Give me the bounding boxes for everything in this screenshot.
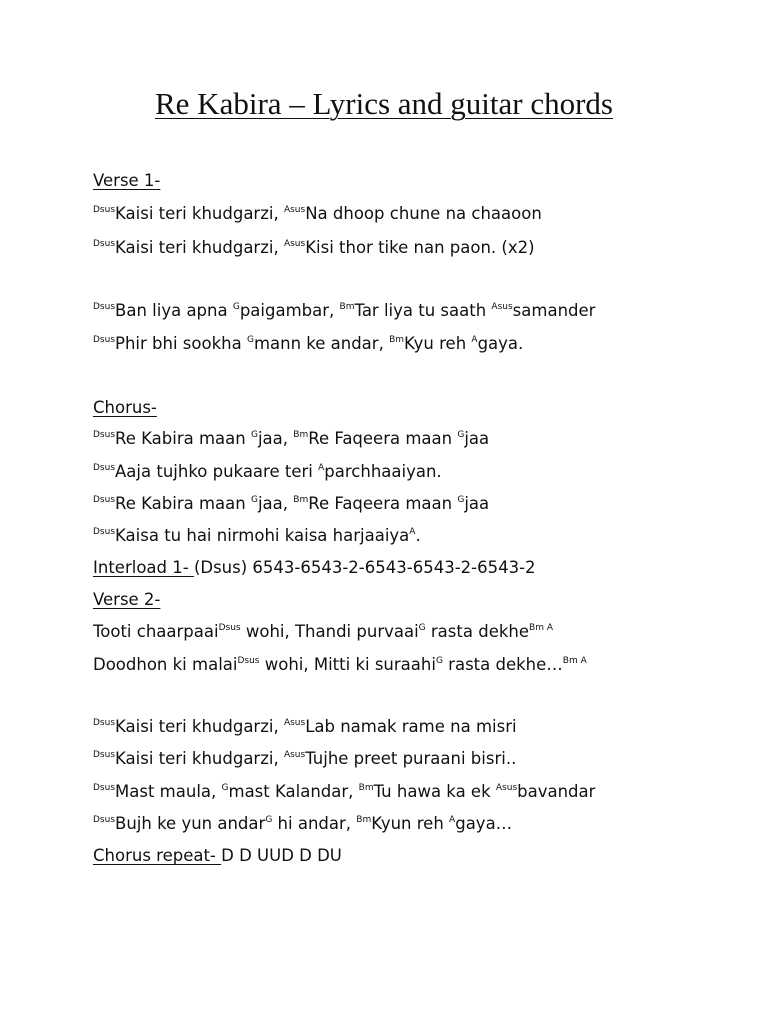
lyric-text: rasta dekhe bbox=[425, 622, 530, 641]
lyric-line bbox=[93, 521, 421, 551]
lyric-line bbox=[93, 393, 157, 423]
chord-label: Dsus bbox=[93, 302, 116, 312]
lyric-line bbox=[93, 489, 489, 519]
chord-label: G bbox=[265, 815, 273, 825]
lyric-text: . bbox=[415, 526, 421, 545]
lyric-text: wohi, Thandi purvaai bbox=[240, 622, 419, 641]
chord-label: G bbox=[457, 430, 465, 440]
lyric-line bbox=[93, 712, 517, 742]
lyric-text: jaa, bbox=[257, 494, 294, 513]
lyric-text: D D UUD D DU bbox=[221, 846, 342, 865]
lyric-text: Tu hawa ka ek bbox=[373, 782, 496, 801]
chord-label: A bbox=[449, 815, 456, 825]
lyric-text: Kisi thor tike nan paon. (x2) bbox=[305, 238, 535, 257]
lyric-text: Lab namak rame na misri bbox=[305, 717, 517, 736]
section-heading: Chorus- bbox=[93, 398, 157, 417]
lyric-line bbox=[93, 424, 489, 454]
section-heading: Verse 2- bbox=[93, 590, 161, 609]
lyric-line bbox=[93, 329, 523, 359]
lyric-text: Bujh ke yun andar bbox=[115, 814, 266, 833]
section-heading: Verse 1- bbox=[93, 171, 161, 190]
chord-label: G bbox=[418, 623, 426, 633]
lyric-line bbox=[93, 553, 536, 583]
section-heading: Interload 1- bbox=[93, 558, 194, 577]
chord-label: Dsus bbox=[237, 656, 260, 666]
lyric-text: Aaja tujhko pukaare teri bbox=[115, 462, 319, 481]
lyric-text: Re Faqeera maan bbox=[308, 494, 458, 513]
lyric-text: jaa bbox=[464, 494, 490, 513]
section-heading: Chorus repeat- bbox=[93, 846, 222, 865]
chord-label: Dsus bbox=[93, 527, 116, 537]
lyric-text: Ban liya apna bbox=[115, 301, 233, 320]
chord-label: Dsus bbox=[93, 205, 116, 215]
chord-label: G bbox=[457, 495, 465, 505]
chord-label: G bbox=[232, 302, 240, 312]
chord-label: Asus bbox=[283, 718, 306, 728]
lyric-text: Tujhe preet puraani bisri.. bbox=[305, 749, 517, 768]
lyric-line bbox=[93, 744, 516, 774]
chord-label: Asus bbox=[283, 205, 306, 215]
lyric-line bbox=[93, 166, 160, 196]
chord-label: A bbox=[409, 527, 416, 537]
lyric-text: jaa, bbox=[257, 429, 294, 448]
lyric-text: bavandar bbox=[517, 782, 596, 801]
lyric-line bbox=[93, 650, 587, 680]
lyric-line bbox=[93, 841, 342, 871]
lyric-text: gaya. bbox=[477, 334, 524, 353]
chord-label: Bm bbox=[293, 430, 309, 440]
lyric-text: hi andar, bbox=[272, 814, 357, 833]
lyric-line bbox=[93, 617, 553, 647]
chord-label: Bm bbox=[389, 335, 405, 345]
lyric-text: Re Kabira maan bbox=[115, 494, 251, 513]
lyric-text: paigambar, bbox=[239, 301, 340, 320]
lyric-text: samander bbox=[512, 301, 596, 320]
chord-label: Dsus bbox=[93, 783, 116, 793]
lyric-text: gaya… bbox=[455, 814, 513, 833]
lyric-text: Kyu reh bbox=[404, 334, 472, 353]
chord-label: Asus bbox=[283, 750, 306, 760]
chord-label: Bm bbox=[358, 783, 374, 793]
chord-label: G bbox=[250, 495, 258, 505]
chord-label: Bm bbox=[356, 815, 372, 825]
lyric-text: wohi, Mitti ki suraahi bbox=[259, 655, 436, 674]
chord-label: Dsus bbox=[93, 495, 116, 505]
lyric-text: Re Kabira maan bbox=[115, 429, 251, 448]
lyric-text: Kaisi teri khudgarzi, bbox=[115, 749, 284, 768]
lyric-text: Kaisi teri khudgarzi, bbox=[115, 717, 284, 736]
lyric-text: Kaisi teri khudgarzi, bbox=[115, 204, 284, 223]
lyric-text: Mast maula, bbox=[115, 782, 222, 801]
chord-label: G bbox=[221, 783, 229, 793]
lyric-line bbox=[93, 296, 595, 326]
lyric-text: mann ke andar, bbox=[253, 334, 390, 353]
chord-label: G bbox=[250, 430, 258, 440]
chord-label: Bm bbox=[293, 495, 309, 505]
chord-label: Dsus bbox=[93, 239, 116, 249]
chord-label: Dsus bbox=[93, 718, 116, 728]
lyric-line bbox=[93, 777, 595, 807]
lyric-line bbox=[93, 457, 442, 487]
lyric-line bbox=[93, 809, 512, 839]
chord-label: A bbox=[318, 463, 325, 473]
lyric-line bbox=[93, 199, 542, 229]
lyric-text: Na dhoop chune na chaaoon bbox=[305, 204, 542, 223]
lyric-text: Tar liya tu saath bbox=[354, 301, 492, 320]
chord-label: Bm A bbox=[562, 656, 587, 666]
chord-label: Asus bbox=[491, 302, 513, 312]
lyric-text: Kaisi teri khudgarzi, bbox=[115, 238, 284, 257]
chord-label: G bbox=[435, 656, 443, 666]
chord-label: Bm A bbox=[529, 623, 553, 633]
lyric-text: jaa bbox=[464, 429, 490, 448]
lyric-text: Phir bhi sookha bbox=[115, 334, 247, 353]
chord-label: Bm bbox=[339, 302, 355, 312]
chord-label: G bbox=[246, 335, 254, 345]
lyric-text: Tooti chaarpaai bbox=[93, 622, 219, 641]
lyric-line bbox=[93, 233, 535, 263]
chord-label: Asus bbox=[283, 239, 306, 249]
chord-label: Dsus bbox=[93, 463, 116, 473]
lyric-text: rasta dekhe… bbox=[442, 655, 563, 674]
chord-label: Dsus bbox=[93, 335, 116, 345]
lyric-text: Kaisa tu hai nirmohi kaisa harjaaiya bbox=[115, 526, 410, 545]
lyric-text: Doodhon ki malai bbox=[93, 655, 238, 674]
chord-label: A bbox=[471, 335, 478, 345]
chord-label: Dsus bbox=[93, 815, 116, 825]
chord-label: Asus bbox=[495, 783, 518, 793]
lyric-text: parchhaaiyan. bbox=[324, 462, 442, 481]
lyric-text: mast Kalandar, bbox=[228, 782, 359, 801]
lyric-text: Re Faqeera maan bbox=[308, 429, 458, 448]
chord-label: Dsus bbox=[93, 430, 116, 440]
chord-label: Dsus bbox=[218, 623, 241, 633]
lyric-line bbox=[93, 585, 160, 615]
lyric-text: (Dsus) 6543-6543-2-6543-6543-2-6543-2 bbox=[193, 558, 536, 577]
document-title: Re Kabira – Lyrics and guitar chords bbox=[155, 86, 613, 121]
chord-label: Dsus bbox=[93, 750, 116, 760]
lyric-text: Kyun reh bbox=[371, 814, 450, 833]
